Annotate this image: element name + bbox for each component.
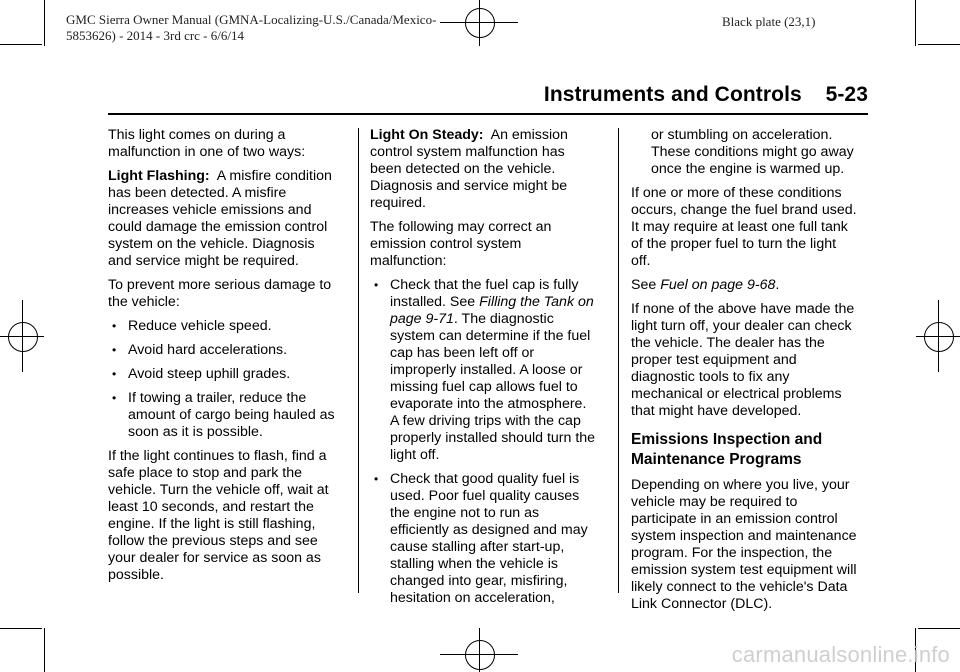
bullet-icon: •	[112, 343, 117, 357]
paragraph-dealer-check: If none of the above have made the light turn off, your dealer can check the vehicle. The dealer has the proper test equipment and diagnostic tools to fix any mechanical or electrical problems that might have developed.	[631, 301, 855, 419]
watermark: carmanualsonline.info	[731, 642, 950, 667]
list-item-text: . The diagnostic system can determine if the fuel cap has been left off or improperly installed. A loose or missing fuel cap allows fuel to evaporate into the atmosphere. A few driving trips with the cap properly installed should turn the light off.	[390, 311, 596, 463]
list-item-text: Check that good quality fuel is used. Poor fuel quality causes the engine not to run as efficiently as designed and may cause stalling after start-up, stalling when the vehicle is changed into gear, misfiring, hesitation on acceleration,	[390, 471, 588, 606]
crop-mark	[918, 628, 960, 629]
list-item-text: Avoid steep uphill grades.	[128, 366, 291, 382]
registration-target-icon	[465, 640, 495, 670]
bullet-icon: •	[374, 278, 379, 292]
paragraph-change-fuel: If one or more of these conditions occurs, change the fuel brand used. It may require at least one full tank of the proper fuel to turn the light off.	[631, 185, 857, 269]
cross-reference-link[interactable]: Fuel on page 9-68	[660, 277, 776, 293]
paragraph-light-flashing	[108, 168, 336, 270]
column-3	[631, 127, 859, 620]
registration-crosshair	[479, 0, 480, 46]
plate-info-line1: GMC Sierra Owner Manual (GMNA-Localizing-U.S./Canada/Mexico-	[66, 12, 437, 27]
registration-target-icon	[8, 322, 38, 352]
bullet-icon: •	[374, 472, 379, 486]
light-steady-text: An emission control system malfunction has been detected on the vehicle. Diagnosis and service might be required.	[370, 127, 568, 211]
list-item-text: If towing a trailer, reduce the amount of cargo being hauled as soon as it is possible.	[128, 390, 335, 440]
section-title: Instruments and Controls	[543, 83, 802, 106]
bullet-continuation	[631, 127, 859, 178]
crop-mark	[0, 44, 42, 45]
column-divider	[618, 128, 619, 593]
bullet-list-precautions	[108, 318, 336, 441]
list-item	[108, 366, 336, 383]
page-number: 5-23	[825, 83, 868, 106]
list-item	[108, 390, 336, 441]
list-item-text: Avoid hard accelerations.	[128, 342, 288, 358]
paragraph-prevent-damage: To prevent more serious damage to the vehicle:	[108, 277, 332, 310]
crop-mark	[918, 44, 960, 45]
light-flashing-label: Light Flashing:	[108, 168, 210, 184]
paragraph-see-fuel	[631, 277, 859, 294]
bullet-icon: •	[112, 391, 117, 405]
column-divider	[358, 128, 359, 593]
crop-mark	[0, 628, 42, 629]
paragraph-may-correct: The following may correct an emission control system malfunction:	[370, 219, 552, 269]
registration-crosshair	[938, 300, 939, 372]
list-item	[370, 277, 598, 464]
crop-mark	[44, 0, 45, 46]
list-item-text: Reduce vehicle speed.	[128, 318, 272, 334]
list-item	[370, 471, 598, 607]
column-2	[370, 127, 598, 614]
registration-crosshair	[479, 628, 480, 672]
list-item-text: or stumbling on acceleration. These conditions might go away once the engine is warmed up.	[651, 127, 854, 177]
column-1	[108, 127, 336, 591]
paragraph-continues-flash: If the light continues to flash, find a safe place to stop and park the vehicle. Turn the vehicle off, wait at least 10 seconds, and restart the engine. If the light is still flashing, follow the previous steps and see your dealer for service as soon as possible.	[108, 448, 329, 583]
cross-reference-link[interactable]: Filling the Tank on page 9-71	[390, 294, 594, 327]
bullet-icon: •	[112, 367, 117, 381]
list-item	[108, 342, 336, 359]
registration-target-icon	[924, 322, 954, 352]
period: .	[775, 277, 780, 293]
paragraph-intro: This light comes on during a malfunction in one of two ways:	[108, 127, 306, 160]
paragraph-inspection: Depending on where you live, your vehicle may be required to participate in an emission control system inspection and maintenance program. For the inspection, the emission system test equipment will likely connect to the vehicle's Data Link Connector (DLC).	[631, 477, 857, 612]
light-flashing-text: A misfire condition has been detected. A misfire increases vehicle emissions and could damage the emission control system on the vehicle. Diagnosis and service might be required.	[108, 168, 332, 269]
registration-crosshair	[22, 300, 23, 372]
registration-target-icon	[465, 8, 495, 38]
list-item	[108, 318, 336, 335]
section-heading: Emissions Inspection and Maintenance Programs	[631, 431, 823, 468]
header-rule	[108, 113, 868, 115]
bullet-list-corrections	[370, 277, 598, 607]
list-item-text: Check that the fuel cap is fully installed. See	[390, 277, 579, 310]
black-plate-label: Black plate (23,1)	[722, 14, 816, 29]
crop-mark	[915, 0, 916, 46]
plate-info	[66, 12, 486, 44]
running-header	[544, 83, 868, 107]
plate-info-line2: 5853626) - 2014 - 3rd crc - 6/6/14	[66, 28, 244, 43]
paragraph-light-steady	[370, 127, 598, 212]
crop-mark	[44, 628, 45, 672]
light-steady-label: Light On Steady:	[370, 127, 484, 143]
bullet-icon: •	[112, 319, 117, 333]
see-word: See	[631, 277, 657, 293]
